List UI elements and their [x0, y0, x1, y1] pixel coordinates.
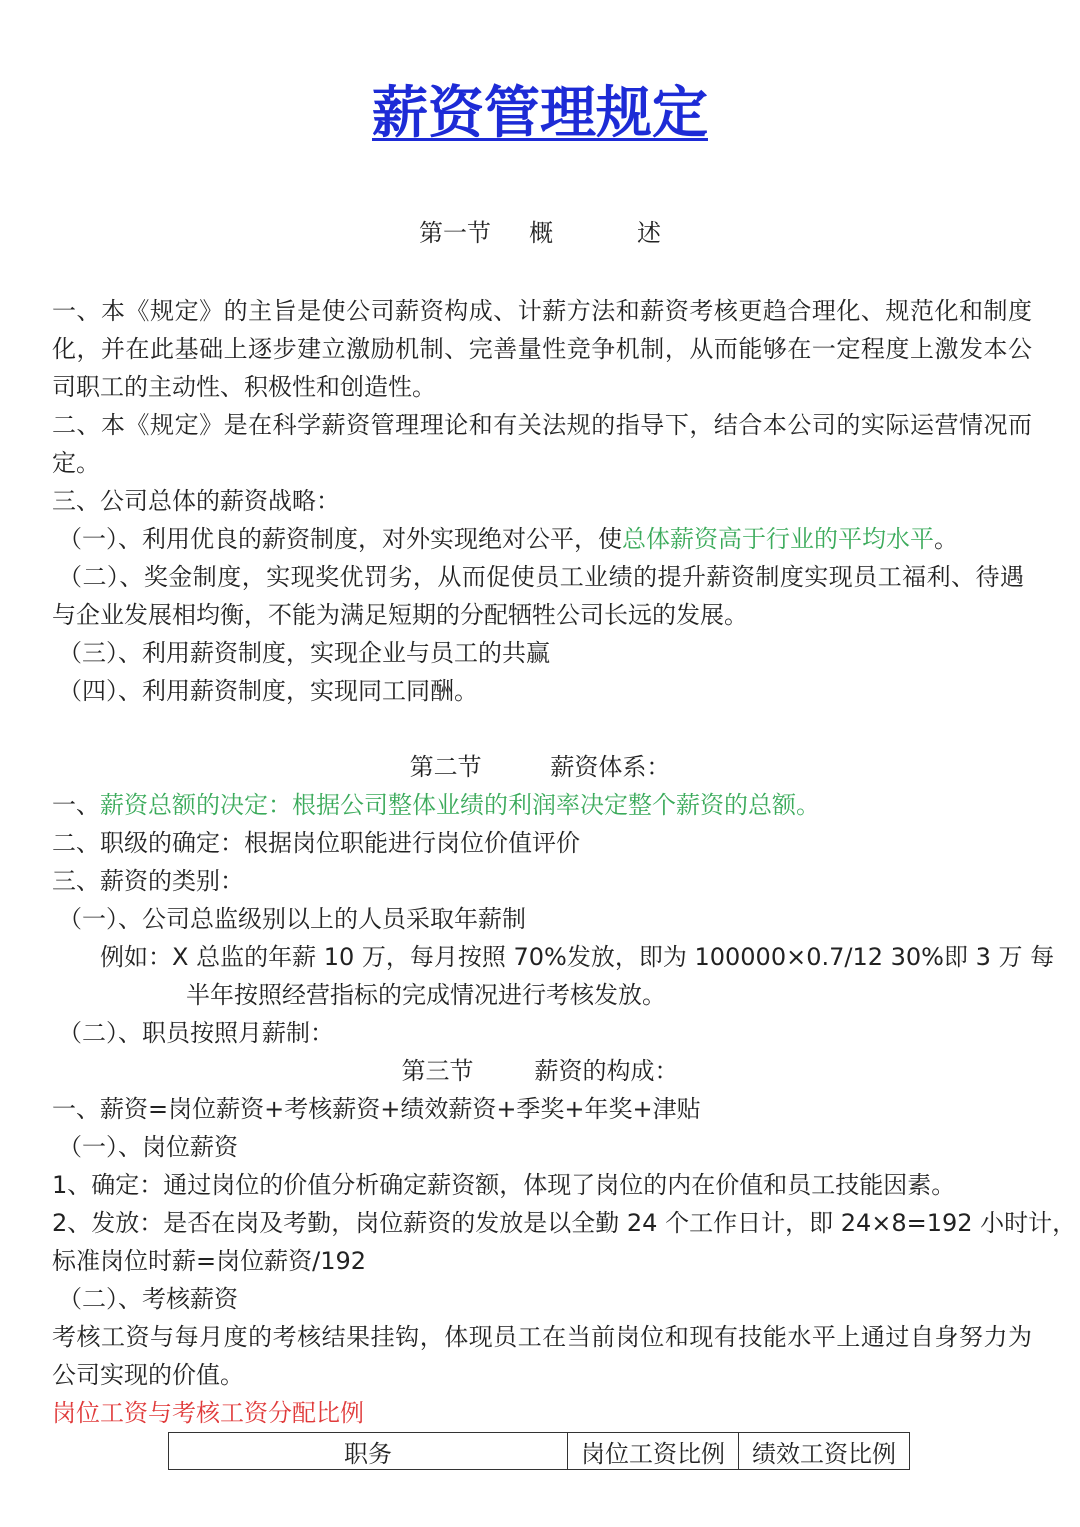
section-3-sub1-paragraph-1: 1、确定：通过岗位的价值分析确定薪资额，体现了岗位的内在价值和员工技能因素。 — [52, 1171, 956, 1199]
section-1-item-1-suffix: 。 — [934, 525, 958, 553]
section-2-paragraph-2: 二、职级的确定：根据岗位职能进行岗位价值评价 — [52, 829, 580, 857]
ratio-table-header-post-salary-ratio: 岗位工资比例 — [568, 1433, 739, 1470]
section-2-paragraph-1 — [52, 786, 1032, 824]
section-2-item-1: （一）、公司总监级别以上的人员采取年薪制 — [58, 905, 526, 933]
section-1-item-2-line-2: 与企业发展相均衡，不能为满足短期的分配牺牲公司长远的发展。 — [52, 601, 748, 629]
section-1-paragraph-2-line-1: 二、本《规定》是在科学薪资管理理论和有关法规的指导下，结合本公司的实际运营情况而 — [52, 411, 1032, 439]
document-title: 薪资管理规定 — [372, 81, 708, 146]
ratio-table-header-performance-salary-ratio: 绩效工资比例 — [739, 1433, 910, 1470]
section-3-sub1-paragraph-2-line-1: 2、发放：是否在岗及考勤，岗位薪资的发放是以全勤 24 个工作日计，即 24×8=192 小时计， — [52, 1209, 1077, 1237]
section-3-sub2-paragraph-line-1: 考核工资与每月度的考核结果挂钩，体现员工在当前岗位和现有技能水平上通过自身努力为 — [52, 1323, 1032, 1351]
section-1-paragraph-1-line-3: 司职工的主动性、积极性和创造性。 — [52, 373, 436, 401]
section-2-example-line-1: 例如：X 总监的年薪 10 万，每月按照 70%发放，即为 100000×0.7/12 30%即 3 万 每 — [100, 943, 1055, 971]
section-2-example-line-2: 半年按照经营指标的完成情况进行考核发放。 — [186, 981, 666, 1009]
ratio-table-title: 岗位工资与考核工资分配比例 — [52, 1399, 364, 1427]
ratio-table-header-position: 职务 — [169, 1433, 568, 1470]
section-2-paragraph-1-highlight: 薪资总额的决定：根据公司整体业绩的利润率决定整个薪资的总额。 — [100, 791, 820, 819]
section-1-paragraph-1-line-2: 化，并在此基础上逐步建立激励机制、完善量性竞争机制，从而能够在一定程度上激发本公 — [52, 335, 1032, 363]
section-1-item-2-line-1: （二）、奖金制度，实现奖优罚劣，从而促使员工业绩的提升薪资制度实现员工福利、待遇 — [58, 563, 1024, 591]
section-2-paragraph-3: 三、薪资的类别： — [52, 867, 244, 895]
section-1-paragraph-1-line-1: 一、本《规定》的主旨是使公司薪资构成、计薪方法和薪资考核更趋合理化、规范化和制度 — [52, 297, 1032, 325]
section-1-item-1-highlight: 总体薪资高于行业的平均水平 — [622, 525, 934, 553]
section-2-item-2: （二）、职员按照月薪制： — [58, 1019, 334, 1047]
section-1-item-1 — [58, 520, 1038, 558]
section-1-item-1-prefix: （一）、利用优良的薪资制度，对外实现绝对公平，使 — [58, 525, 622, 553]
section-1-item-3: （三）、利用薪资制度，实现企业与员工的共赢 — [58, 639, 550, 667]
section-1-paragraph-3: 三、公司总体的薪资战略： — [52, 487, 340, 515]
ratio-table-header-row — [169, 1433, 910, 1470]
section-2-paragraph-1-prefix: 一、 — [52, 791, 100, 819]
section-1-paragraph-2-line-2: 定。 — [52, 449, 100, 477]
section-3-sub1-paragraph-2-line-2: 标准岗位时薪=岗位薪资/192 — [52, 1247, 367, 1275]
ratio-table — [168, 1432, 910, 1470]
section-1-item-4: （四）、利用薪资制度，实现同工同酬。 — [58, 677, 478, 705]
section-3-subheading-2: （二）、考核薪资 — [58, 1285, 238, 1313]
section-1-heading: 第一节 概 述 — [418, 219, 662, 247]
section-3-sub2-paragraph-line-2: 公司实现的价值。 — [52, 1361, 244, 1389]
section-3-paragraph-1: 一、薪资=岗位薪资+考核薪资+绩效薪资+季奖+年奖+津贴 — [52, 1095, 701, 1123]
section-3-heading: 第三节 薪资的构成： — [401, 1057, 679, 1085]
section-3-subheading-1: （一）、岗位薪资 — [58, 1133, 238, 1161]
section-2-heading: 第二节 薪资体系： — [409, 753, 671, 781]
